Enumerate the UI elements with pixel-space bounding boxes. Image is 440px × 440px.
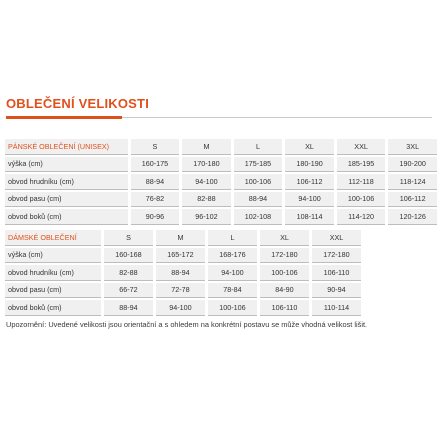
table-cell: 165-172 bbox=[156, 248, 205, 264]
table-cell: 90-96 bbox=[131, 209, 180, 225]
size-header: L bbox=[234, 139, 283, 155]
row-label: obvod boků (cm) bbox=[5, 209, 128, 225]
table-cell: 88-94 bbox=[156, 265, 205, 281]
size-header: 3XL bbox=[388, 139, 437, 155]
table-row bbox=[5, 248, 361, 264]
table-cell: 94-100 bbox=[208, 265, 257, 281]
row-label: obvod hrudníku (cm) bbox=[5, 174, 128, 190]
table-cell: 94-100 bbox=[182, 174, 231, 190]
size-header: S bbox=[104, 230, 153, 246]
table-cell: 78-84 bbox=[208, 283, 257, 299]
size-header: M bbox=[182, 139, 231, 155]
table-row bbox=[5, 300, 361, 316]
table-row bbox=[5, 192, 437, 208]
table-cell: 168-176 bbox=[208, 248, 257, 264]
table-cell: 172-180 bbox=[260, 248, 309, 264]
size-header: XL bbox=[260, 230, 309, 246]
table-cell: 118-124 bbox=[388, 174, 437, 190]
men-header-row bbox=[5, 139, 437, 155]
row-label: obvod pasu (cm) bbox=[5, 283, 101, 299]
table-cell: 108-114 bbox=[285, 209, 334, 225]
size-header: XXL bbox=[312, 230, 361, 246]
men-size-table bbox=[2, 137, 440, 227]
table-cell: 106-110 bbox=[312, 265, 361, 281]
women-header-row bbox=[5, 230, 361, 246]
table-cell: 72-78 bbox=[156, 283, 205, 299]
size-disclaimer: Upozornění: Uvedené velikosti jsou orientační a s ohledem na konkrétní postavu se může vhodná velikost lišit. bbox=[6, 320, 368, 329]
table-cell: 106-112 bbox=[285, 174, 334, 190]
table-cell: 114-120 bbox=[337, 209, 386, 225]
size-header: L bbox=[208, 230, 257, 246]
row-label: obvod hrudníku (cm) bbox=[5, 265, 101, 281]
table-cell: 100-106 bbox=[208, 300, 257, 316]
table-row bbox=[5, 157, 437, 173]
table-cell: 94-100 bbox=[156, 300, 205, 316]
table-cell: 175-185 bbox=[234, 157, 283, 173]
table-cell: 170-180 bbox=[182, 157, 231, 173]
size-header: XL bbox=[285, 139, 334, 155]
table-row bbox=[5, 283, 361, 299]
table-cell: 100-106 bbox=[260, 265, 309, 281]
women-size-table bbox=[2, 228, 364, 318]
table-cell: 90-94 bbox=[312, 283, 361, 299]
table-row bbox=[5, 174, 437, 190]
table-cell: 66-72 bbox=[104, 283, 153, 299]
table-cell: 106-110 bbox=[260, 300, 309, 316]
table-cell: 88-94 bbox=[234, 192, 283, 208]
table-cell: 172-180 bbox=[312, 248, 361, 264]
table-cell: 120-126 bbox=[388, 209, 437, 225]
size-header: S bbox=[131, 139, 180, 155]
table-cell: 82-88 bbox=[182, 192, 231, 208]
row-label: obvod pasu (cm) bbox=[5, 192, 128, 208]
table-cell: 94-100 bbox=[285, 192, 334, 208]
page-title: OBLEČENÍ VELIKOSTI bbox=[6, 96, 150, 111]
row-label: výška (cm) bbox=[5, 157, 128, 173]
women-table-title: DÁMSKÉ OBLEČENÍ bbox=[5, 230, 101, 246]
table-cell: 96-102 bbox=[182, 209, 231, 225]
table-row bbox=[5, 209, 437, 225]
row-label: výška (cm) bbox=[5, 248, 101, 264]
table-cell: 160-168 bbox=[104, 248, 153, 264]
table-cell: 88-94 bbox=[131, 174, 180, 190]
men-table-title: PÁNSKÉ OBLEČENÍ (UNISEX) bbox=[5, 139, 128, 155]
table-cell: 84-90 bbox=[260, 283, 309, 299]
table-cell: 112-118 bbox=[337, 174, 386, 190]
table-cell: 160-175 bbox=[131, 157, 180, 173]
size-header: M bbox=[156, 230, 205, 246]
table-cell: 76-82 bbox=[131, 192, 180, 208]
table-cell: 100-106 bbox=[234, 174, 283, 190]
row-label: obvod boků (cm) bbox=[5, 300, 101, 316]
table-cell: 100-106 bbox=[337, 192, 386, 208]
table-row bbox=[5, 265, 361, 281]
table-cell: 110-114 bbox=[312, 300, 361, 316]
table-cell: 180-190 bbox=[285, 157, 334, 173]
table-cell: 106-112 bbox=[388, 192, 437, 208]
table-cell: 88-94 bbox=[104, 300, 153, 316]
table-cell: 102-108 bbox=[234, 209, 283, 225]
title-accent-bar bbox=[6, 116, 122, 119]
size-header: XXL bbox=[337, 139, 386, 155]
table-cell: 82-88 bbox=[104, 265, 153, 281]
table-cell: 190-200 bbox=[388, 157, 437, 173]
table-cell: 185-195 bbox=[337, 157, 386, 173]
